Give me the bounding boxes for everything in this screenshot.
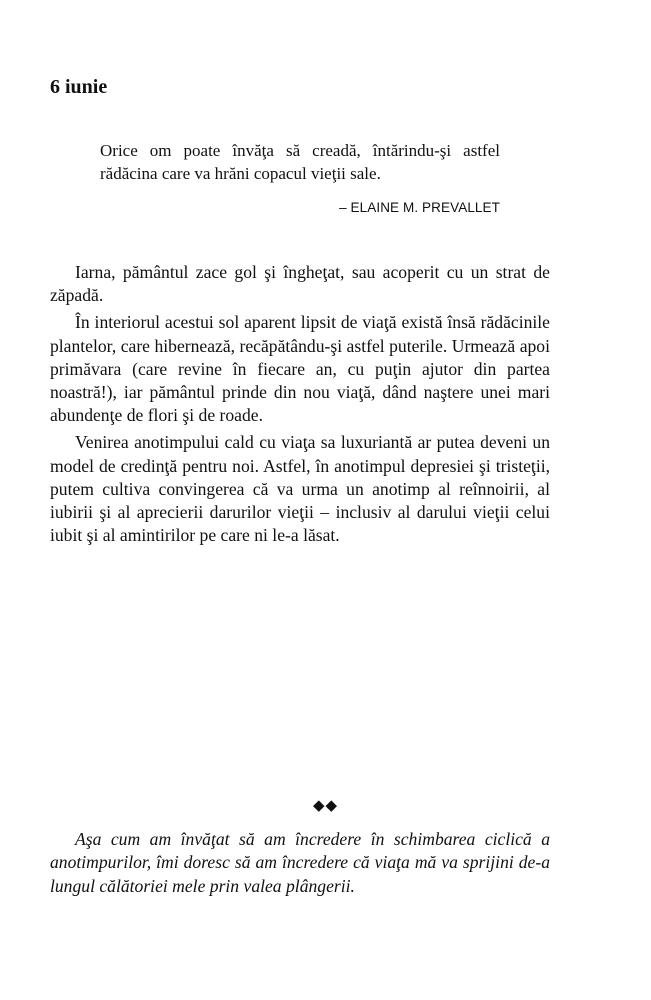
- epigraph-quote: Orice om poate învăţa să creadă, întărindu-şi astfel rădăcina care va hrăni copacul vieţii sale.: [100, 141, 500, 183]
- page-title: 6 iunie: [50, 76, 108, 98]
- body-paragraph: Venirea anotimpului cald cu viaţa sa luxuriantă ar putea deveni un model de credinţă pentru noi. Astfel, în anotimpul depresiei şi tristeţii, putem cultiva convingerea că va urma un anotimp al reînnoirii, al iubirii şi al aprecierii darurilor vieţii – inclusiv al darului vieţii celui iubit şi al amintirilor pe care ni le-a lăsat.: [50, 432, 550, 546]
- body-paragraph: Iarna, pământul zace gol şi îngheţat, sau acoperit cu un strat de zăpadă.: [50, 262, 550, 306]
- closing-meditation: Aşa cum am învăţat să am încredere în schimbarea ciclică a anotimpurilor, îmi doresc să am încredere că viaţa mă va sprijini de-a lungul călătoriei mele prin valea plângerii.: [50, 829, 550, 896]
- body-paragraph: În interiorul acestui sol aparent lipsit de viaţă există însă rădăcinile plantelor, care hibernează, recăpătându-şi astfel puterile. Urmează apoi primăvara (care revine în fiecare an, cu puţin ajutor din partea noastră!), iar pământul prinde din nou viaţă, dând naştere unei mari abundenţe de flori şi de roade.: [50, 312, 550, 426]
- epigraph-author: – ELAINE M. PREVALLET: [339, 200, 500, 215]
- diamond-separator-icon: ◆◆: [312, 796, 339, 814]
- epigraph: [100, 139, 500, 215]
- body-text: [50, 261, 550, 551]
